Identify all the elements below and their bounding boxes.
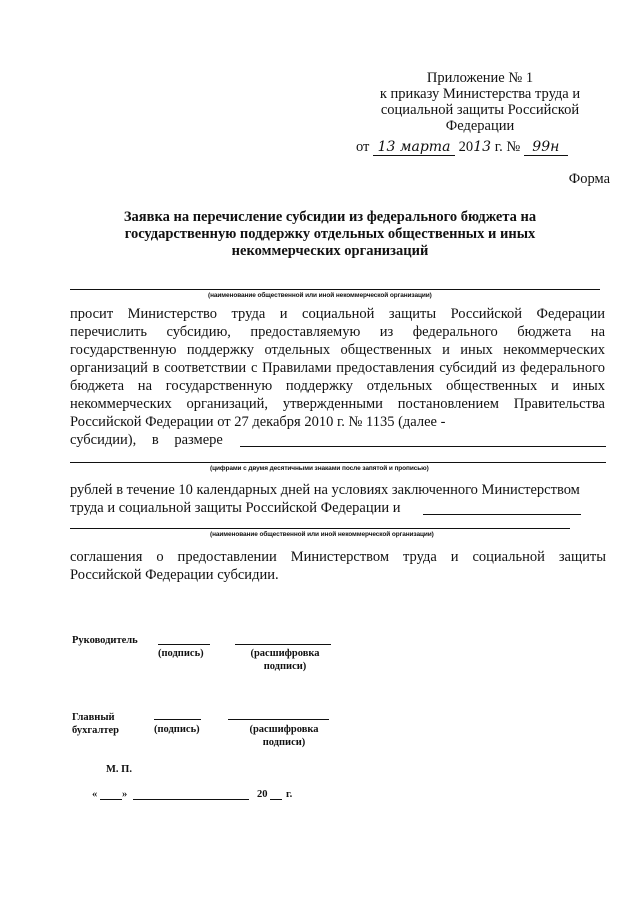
org-name-line-2[interactable] [70, 528, 570, 529]
accountant-decoding-caption-1: (расшифровка [249, 724, 319, 735]
document-title: Заявка на перечисление субсидии из федерального бюджета на государственную поддержку отдельных общественных и иных некоммерческих организаций [123, 209, 537, 259]
accountant-signature-caption: (подпись) [154, 724, 200, 735]
date-close-quote: » [122, 789, 128, 800]
amount-caption: (цифрами с двумя десятичными знаками после запятой и прописью) [210, 465, 429, 472]
head-decoding-caption [236, 647, 334, 673]
handwritten-number: 99н [524, 139, 568, 156]
org-name-caption: (наименование общественной или иной некоммерческой организации) [208, 292, 432, 299]
head-decoding-line[interactable] [235, 644, 331, 645]
head-decoding-caption-1: (расшифровка [250, 648, 320, 659]
handwritten-year: 13 [473, 139, 492, 155]
order-date-line [356, 139, 606, 156]
date-year-suffix: г. [286, 789, 293, 800]
accountant-label-1: Главный [72, 712, 115, 723]
head-decoding-caption-2: подписи) [263, 661, 307, 672]
accountant-decoding-line[interactable] [228, 719, 329, 720]
appendix-line-1: Приложение № 1 [426, 70, 534, 86]
head-signature-line[interactable] [158, 644, 210, 645]
appendix-line-4: Федерации [445, 118, 515, 134]
org-name-line[interactable] [70, 289, 600, 290]
accountant-signature-line[interactable] [154, 719, 201, 720]
amount-field[interactable] [240, 446, 606, 447]
accountant-decoding-caption-2: подписи) [262, 737, 306, 748]
date-year-prefix: 20 [257, 789, 268, 800]
terms-line-2: труда и социальной защиты Российской Федерации и [70, 500, 401, 516]
accountant-label-2: бухгалтер [72, 725, 120, 736]
year-prefix: 20 [458, 139, 474, 155]
request-paragraph: просит Министерство труда и социальной защиты Российской Федерации перечислить субсидию, предоставляемую из федерального бюджета на государственную поддержку отдельных общественных и иных некоммерческих организаций в соответствии с Правилами предоставления субсидий из федерального бюджета на государственную поддержку отдельных общественных и иных некоммерческих организаций, утвержденными постановлением Правительства Российской Федерации от 27 декабря 2010 г. № 1135 (далее - [70, 306, 605, 430]
stamp-label: М. П. [106, 764, 132, 775]
amount-lead-text: субсидии), в размере [70, 432, 223, 448]
date-open-quote: « [92, 789, 98, 800]
form-label: Форма [568, 171, 610, 187]
ministry-org-field[interactable] [423, 514, 581, 515]
year-field[interactable] [270, 799, 282, 800]
handwritten-date: 13 марта [373, 139, 455, 156]
appendix-line-2: к приказу Министерства труда и [379, 86, 581, 102]
head-signature-caption: (подпись) [158, 648, 204, 659]
date-prefix: от [356, 139, 370, 155]
terms-line-1: рублей в течение 10 календарных дней на условиях заключенного Министерством [70, 482, 580, 498]
org-name-caption-2: (наименование общественной или иной некоммерческой организации) [210, 531, 434, 538]
appendix-line-3: социальной защиты Российской [380, 102, 580, 118]
accountant-decoding-caption [234, 723, 334, 749]
number-prefix: г. № [494, 139, 521, 155]
accountant-label [72, 711, 119, 737]
head-label: Руководитель [72, 635, 138, 646]
amount-words-line[interactable] [70, 462, 606, 463]
appendix-header [360, 70, 600, 134]
day-field[interactable] [100, 799, 122, 800]
agreement-paragraph: соглашения о предоставлении Министерством труда и социальной защиты Российской Федерации субсидии. [70, 549, 606, 583]
month-field[interactable] [133, 799, 249, 800]
